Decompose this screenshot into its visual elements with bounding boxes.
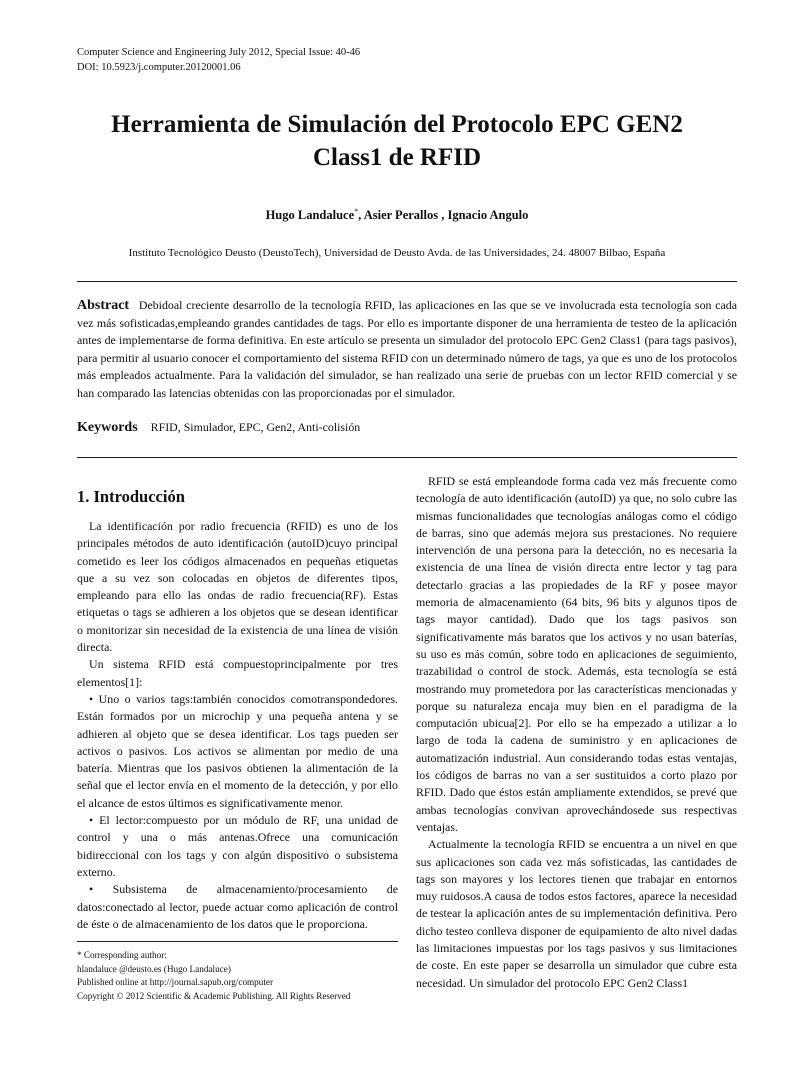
doi-line: DOI: 10.5923/j.computer.20120001.06 [77, 62, 241, 73]
email-note: hlandaluce @deusto.es (Hugo Landaluce) [77, 963, 231, 974]
title-line-1: Herramienta de Simulación del Protocolo EPC GEN2 [111, 111, 683, 138]
journal-header [77, 45, 360, 75]
left-column [77, 518, 398, 933]
paragraph: Actualmente la tecnología RFID se encuentra a un nivel en que sus aplicaciones son cada vez más sofisticadas, las cantidades de tags son mayores y los lectores tienen que trabajar en entornos muy ruidosos.A causa de todos estos factores, aparece la necesidad de testear la aplicación antes de su implementación definitiva. Pero dicho testeo conlleva disponer de equipamiento de alto nivel dadas las limitaciones impuestas por los tags pasivos y sus limitaciones de coste. En este paper se desarrolla un simulador que cubre esta necesidad. Un simulador del protocolo EPC Gen2 Class1 [416, 837, 737, 990]
paragraph: Un sistema RFID está compuestoprincipalmente por tres elementos[1]: [77, 657, 398, 689]
abstract-heading: Abstract [77, 298, 130, 313]
footnote-divider [77, 941, 398, 942]
footnotes [77, 949, 407, 1003]
first-author: Hugo Landaluce [265, 208, 355, 223]
abstract-text: Debidoal creciente desarrollo de la tecnología RFID, las aplicaciones en las que se ve involucrada esta tecnología son cada vez más sofisticadas,empleando grandes cantidades de tags. Por ello es importante disponer de una herramienta de testeo de la aplicación antes de implementarse de forma definitiva. En este artículo se presenta un simulador del protocolo EPC Gen2 Class1 (para tags pasivos), para permitir al usuario conocer el comportamiento del sistema RFID con un determinado número de tags, ya que es uno de los protocolos más empleados actualmente. Para la validación del simulador, se han realizado una serie de pruebas con un lector RFID comercial y se han comparado las latencias obtenidas con las proporcionadas por el simulador. [77, 298, 737, 400]
journal-line: Computer Science and Engineering July 2012, Special Issue: 40-46 [77, 47, 361, 58]
list-item: • Uno o varios tags:también conocidos comotranspondedores. Están formados por un microchip y una pequeña antena y se adhieren al objeto que se desea identificar. Los tags pueden ser activos o pasivos. Los activos se alimentan por medio de una batería. Mientras que los pasivos obtienen la alimentación de la señal que el lector envía en el momento de la detección, y por ello el alcance de estos últimos es significativamente menor. [77, 691, 398, 810]
list-item: • Subsistema de almacenamiento/procesamiento de datos:conectado al lector, puede actuar como aplicación de control de éste o de almacenamiento de los datos que le proporciona. [77, 882, 398, 931]
copyright-note: Copyright © 2012 Scientific & Academic Publishing. All Rights Reserved [77, 990, 351, 1001]
title-line-2: Class1 de RFID [312, 144, 482, 171]
right-column [416, 473, 737, 992]
paper-title [60, 108, 734, 174]
abstract-block [77, 297, 737, 402]
divider-top [77, 281, 737, 282]
keywords-block [77, 420, 737, 436]
affiliation: Instituto Tecnológico Deusto (DeustoTech), Universidad de Deusto Avda. de las Universidades, 24. 48007 Bilbao, España [128, 247, 666, 259]
divider-bottom [77, 457, 737, 458]
section-heading: 1. Introducción [77, 487, 185, 506]
list-item: • El lector:compuesto por un módulo de RF, una unidad de control y una o más antenas.Ofrece una comunicación bidireccional con los tags y con algún dispositivo o subsistema externo. [77, 813, 398, 879]
corresponding-note: * Corresponding author: [77, 950, 167, 960]
paragraph: La identificación por radio frecuencia (RFID) es uno de los principales métodos de auto identificación (autoID)cuyo principal cometido es leer los códigos almacenados en pequeñas etiquetas que a su vez son colocadas en objetos de diferentes tipos, empleando para ello las ondas de radio frecuencia(RF). Estas etiquetas o tags se adhieren a los objetos que se desean identificar o monitorizar sin necesidad de la existencia de una línea de visión directa. [77, 519, 398, 655]
keywords-heading: Keywords [77, 420, 138, 435]
author-list [60, 207, 734, 223]
corresponding-mark: * [354, 207, 359, 216]
published-note: Published online at http://journal.sapub.org/computer [77, 977, 274, 988]
keywords-text: RFID, Simulador, EPC, Gen2, Anti-colisión [150, 420, 361, 434]
other-authors: , Asier Perallos , Ignacio Angulo [358, 208, 529, 223]
paragraph: RFID se está empleandode forma cada vez más frecuente como tecnología de auto identificación (autoID) ya que, no solo cubre las mismas funcionalidades que tecnologías análogas como el código de barras, sino que además mejora sus prestaciones. No requiere intervención de una persona para la detección, no es necesaria la existencia de una línea de visión directa entre lector y tag para detectarlo gracias a las propiedades de la RF y posee mayor memoria de almacenamiento (64 bits, 96 bits y algunos tipos de tags mayor cantidad). Dado que los tags pasivos son significativamente más baratos que los activos y no usan baterías, su uso es más común, sobre todo en aplicaciones de seguimiento, trazabilidad o control de stock. Además, esta tecnología se está mostrando muy prometedora por las características mencionadas y porque su naturaleza encaja muy bien en el paradigma de la computación ubicua[2]. Por ello se ha empezado a utilizar a lo largo de toda la cadena de suministro y en aplicaciones de automatización industrial. Aun considerando todas estas ventajas, los códigos de barras no van a ser sustituidos a corto plazo por RFID. Dado que éstos están ampliamente extendidos, se prevé que ambas tecnologías convivan aprovechándosede sus respectivas ventajas. [416, 474, 737, 834]
